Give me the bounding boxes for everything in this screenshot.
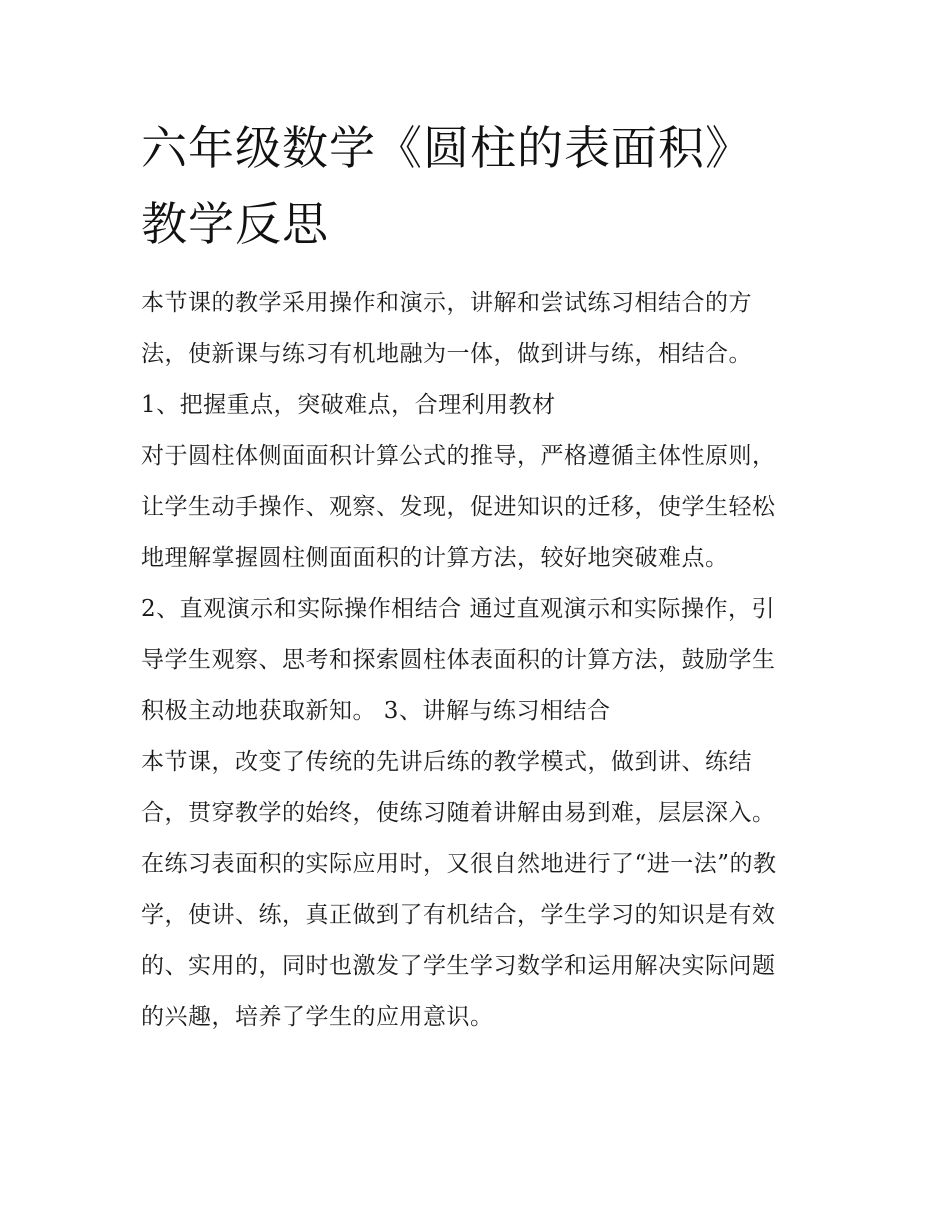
body-line: 地理解掌握圆柱侧面面积的计算方法，较好地突破难点。 [141,545,729,571]
body-line: 的兴趣，培养了学生的应用意识。 [141,1004,494,1030]
body-line: 本节课，改变了传统的先讲后练的教学模式，做到讲、练结 [141,749,752,775]
body-line: 让学生动手操作、观察、发现，促进知识的迁移，使学生轻松 [141,494,776,520]
document-title [141,110,821,262]
body-line: 导学生观察、思考和探索圆柱体表面积的计算方法，鼓励学生 [141,647,776,673]
body-line: 法，使新课与练习有机地融为一体，做到讲与练，相结合。 [141,341,752,367]
body-line: 对于圆柱体侧面面积计算公式的推导，严格遵循主体性原则， [141,443,776,469]
title-line: 教学反思 [141,197,329,251]
body-line: 积极主动地获取新知。 3、讲解与练习相结合 [141,698,611,724]
body-line: 的、实用的，同时也激发了学生学习数学和运用解决实际问题 [141,953,776,979]
document-content [141,110,821,1043]
body-line: 学，使讲、练，真正做到了有机结合，学生学习的知识是有效 [141,902,776,928]
section-heading: 1、把握重点，突破难点，合理利用教材 [141,392,556,418]
title-line: 六年级数学《圆柱的表面积》 [141,121,752,175]
document-body [141,278,821,1043]
section-heading: 2、直观演示和实际操作相结合 通过直观演示和实际操作，引 [141,596,775,622]
body-line: 本节课的教学采用操作和演示，讲解和尝试练习相结合的方 [141,290,752,316]
body-line: 合，贯穿教学的始终，使练习随着讲解由易到难，层层深入。 [141,800,776,826]
body-line: 在练习表面积的实际应用时，又很自然地进行了“进一法”的教 [141,851,777,877]
